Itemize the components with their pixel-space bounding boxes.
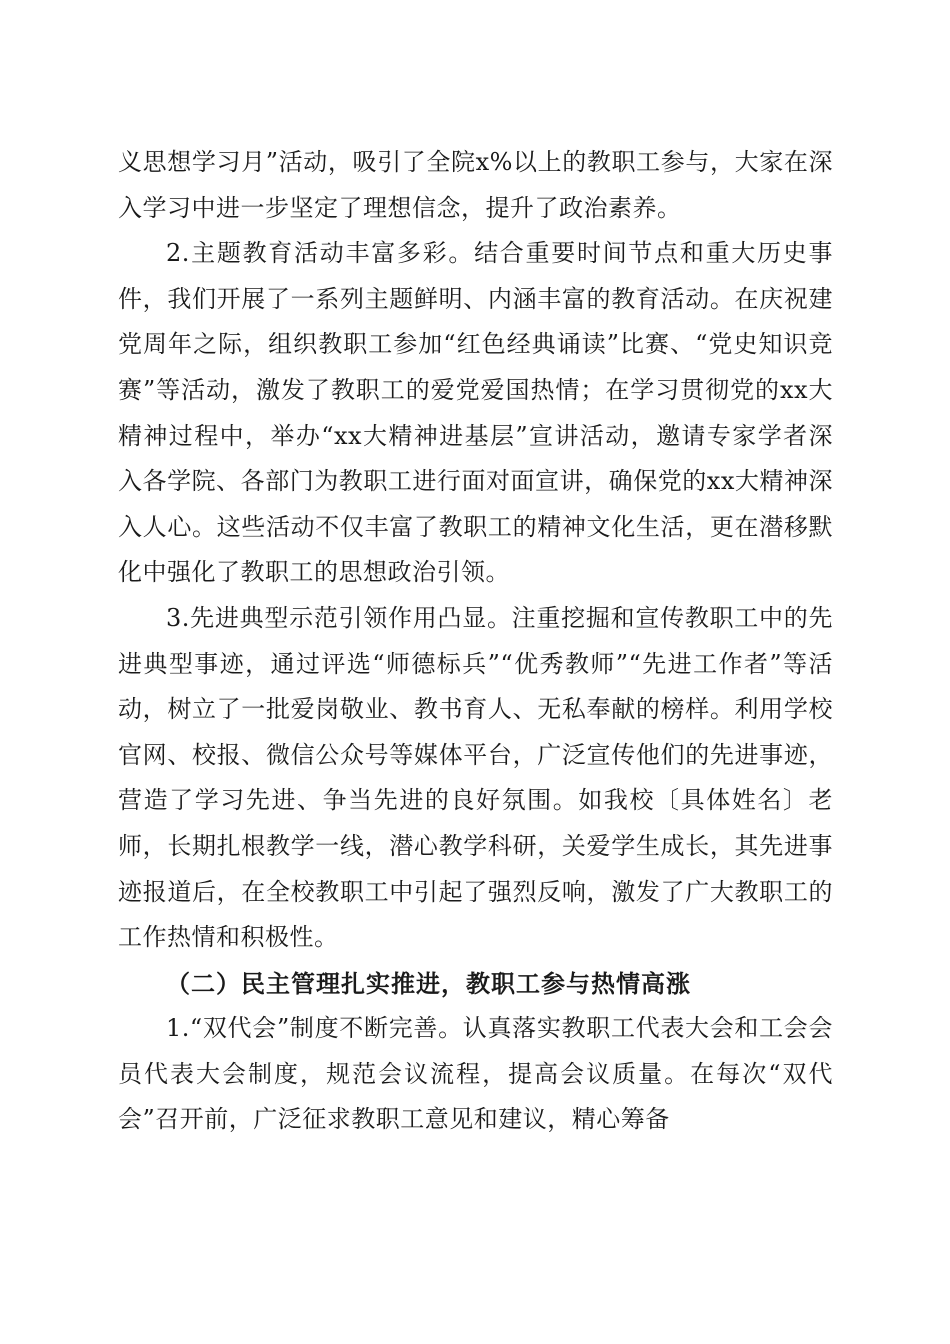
- section-heading-democratic-management: （二）民主管理扎实推进，教职工参与热情高涨: [166, 968, 691, 998]
- paragraph-continuation: 义思想学习月”活动，吸引了全院x%以上的教职工参与，大家在深入学习中进一步坚定了理想信念，提升了政治素养。: [118, 148, 833, 222]
- paragraph-advanced-models: 3.先进典型示范引领作用凸显。注重挖掘和宣传教职工中的先进典型事迹，通过评选“师德标兵”“优秀教师”“先进工作者”等活动，树立了一批爱岗敬业、教书育人、无私奉献的榜样。利用学校官网、校报、微信公众号等媒体平台，广泛宣传他们的先进事迹，营造了学习先进、争当先进的良好氛围。如我校〔具体姓名〕老师，长期扎根教学一线，潜心教学科研，关爱学生成长，其先进事迹报道后，在全校教职工中引起了强烈反响，激发了广大教职工的工作热情和积极性。: [118, 603, 833, 952]
- document-body: [118, 140, 833, 1143]
- paragraph-theme-education: 2.主题教育活动丰富多彩。结合重要时间节点和重大历史事件，我们开展了一系列主题鲜明、内涵丰富的教育活动。在庆祝建党周年之际，组织教职工参加“红色经典诵读”比赛、“党史知识竞赛”等活动，激发了教职工的爱党爱国热情；在学习贯彻党的xx大精神过程中，举办“xx大精神进基层”宣讲活动，邀请专家学者深入各学院、各部门为教职工进行面对面宣讲，确保党的xx大精神深入人心。这些活动不仅丰富了教职工的精神文化生活，更在潜移默化中强化了教职工的思想政治引领。: [118, 239, 833, 587]
- paragraph-dual-congress: 1.“双代会”制度不断完善。认真落实教职工代表大会和工会会员代表大会制度，规范会议流程，提高会议质量。在每次“双代会”召开前，广泛征求教职工意见和建议，精心筹备: [118, 1014, 833, 1134]
